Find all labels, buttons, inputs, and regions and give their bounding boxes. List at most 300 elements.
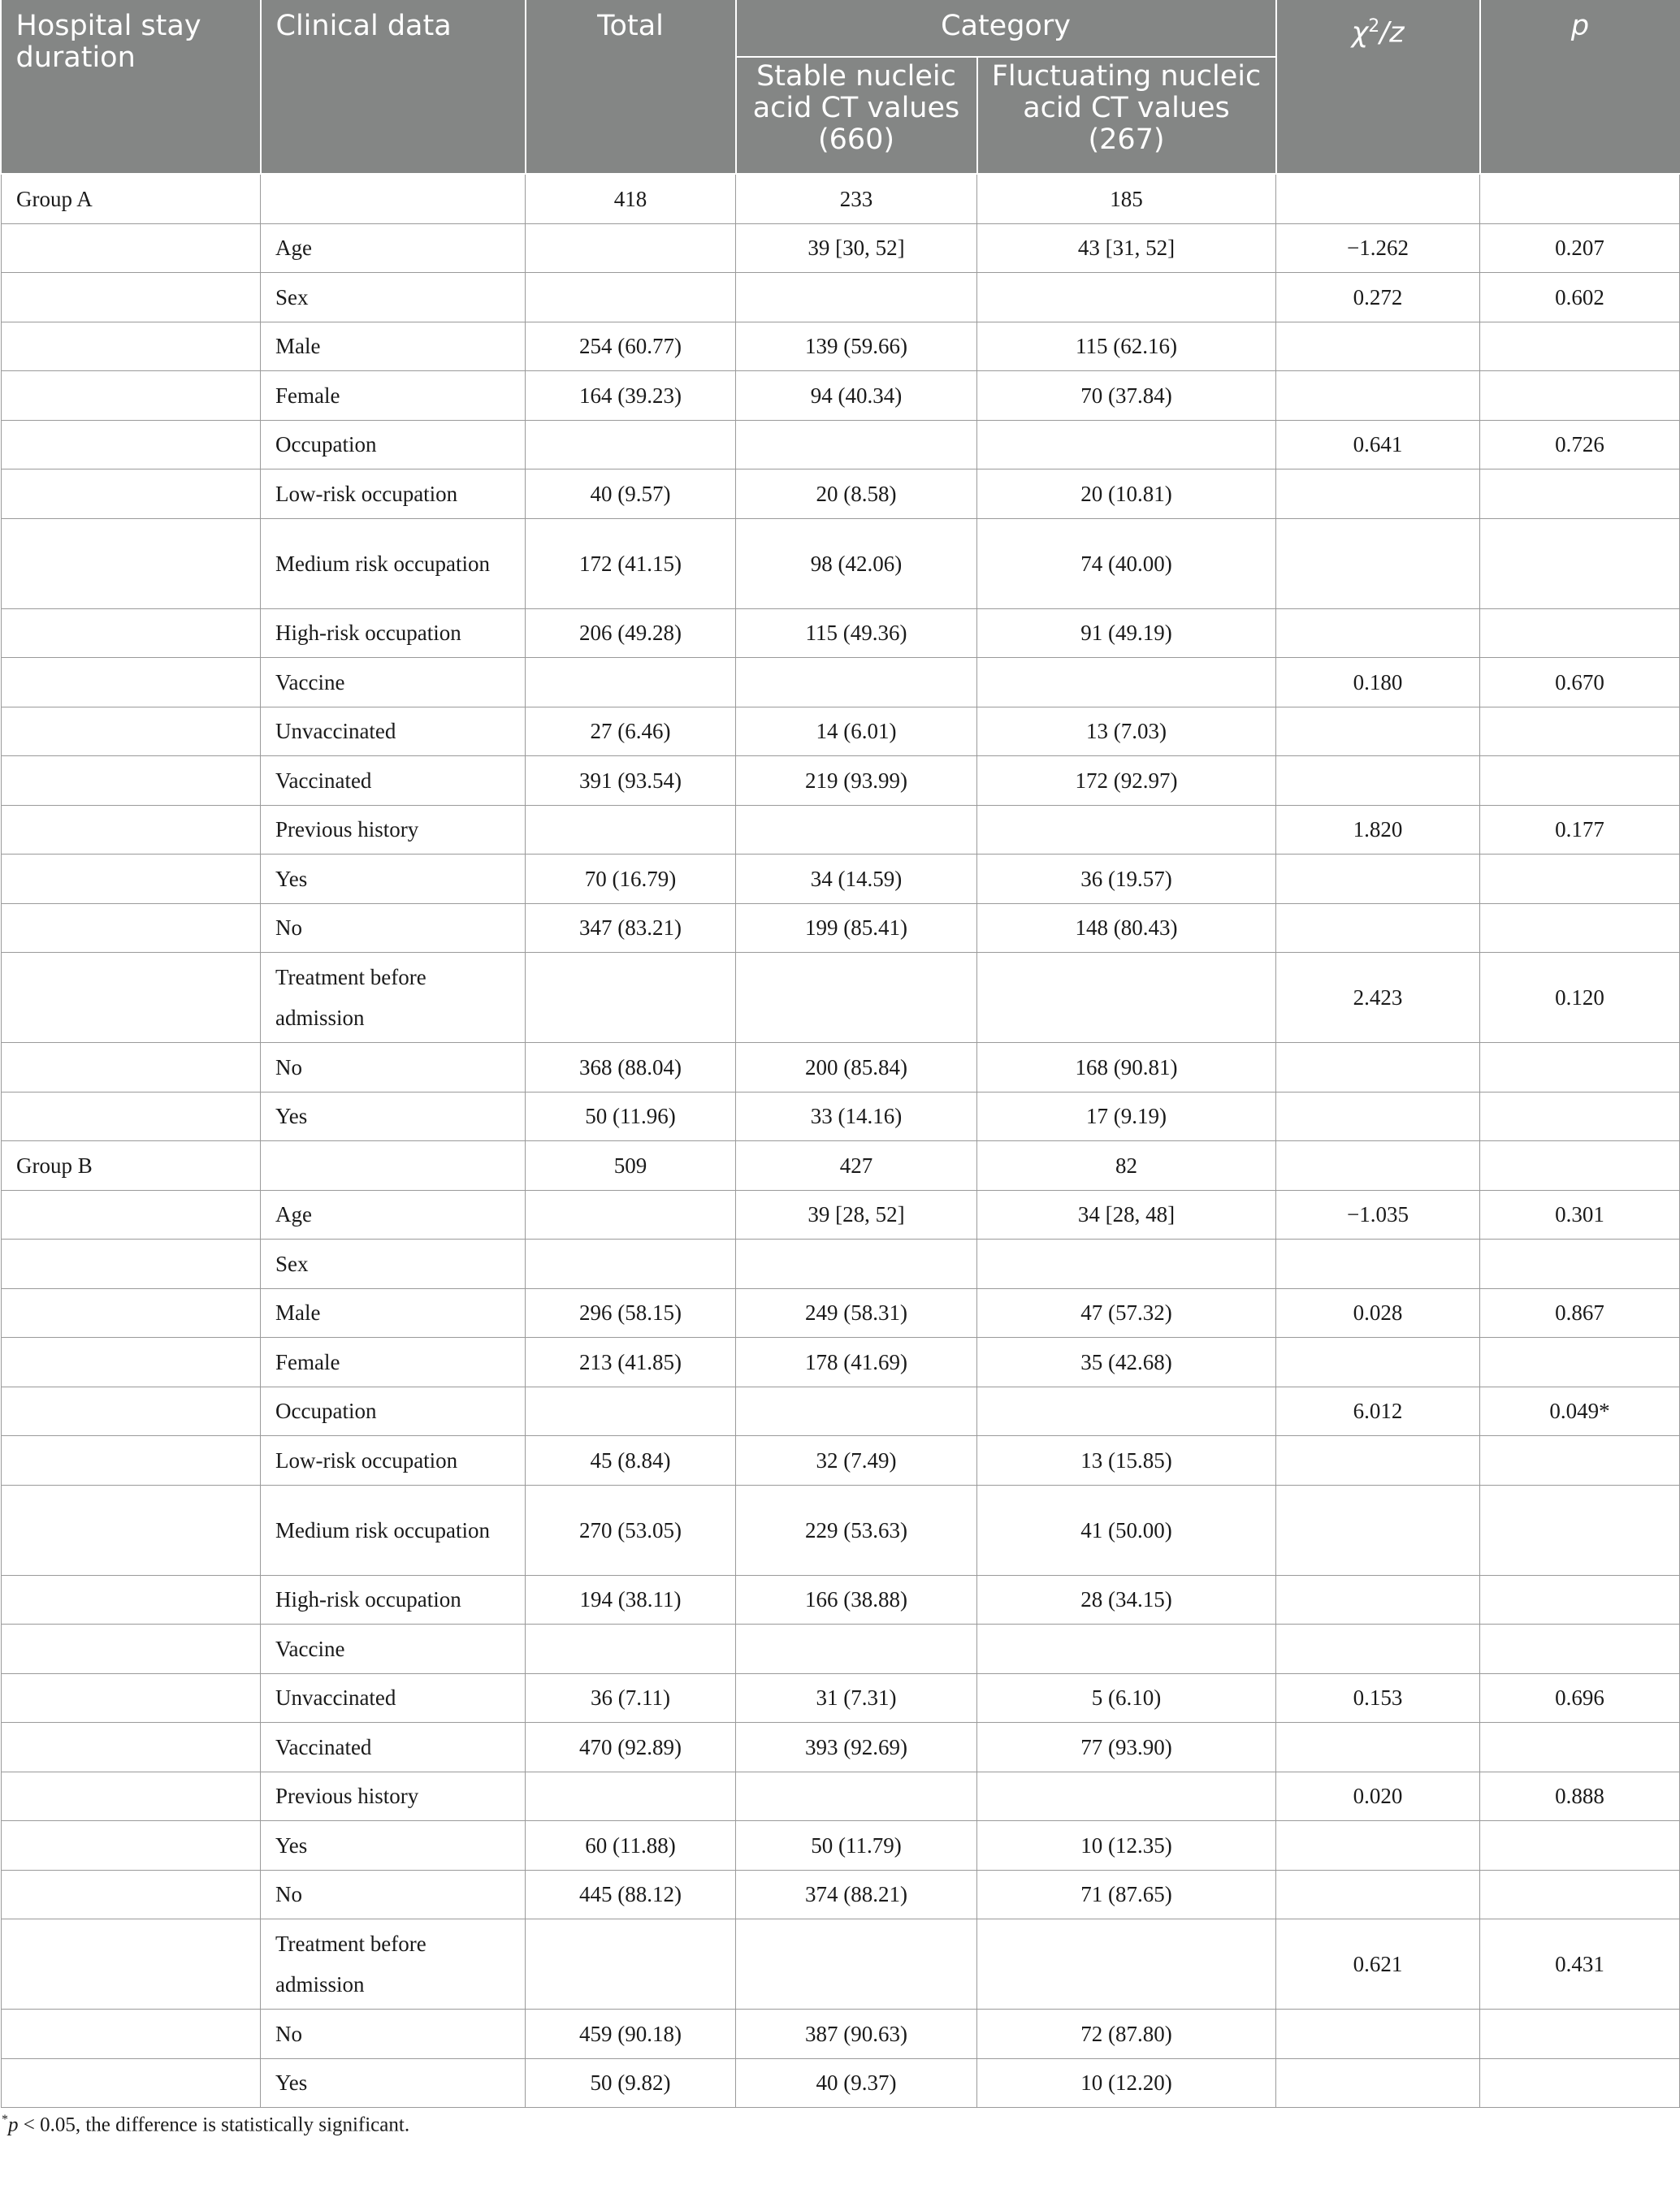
clinical-data-cell: Yes bbox=[261, 855, 526, 904]
total-cell bbox=[526, 273, 736, 322]
stable-ct-cell: 20 (8.58) bbox=[736, 469, 977, 519]
total-cell: 40 (9.57) bbox=[526, 469, 736, 519]
header-z-symbol: /z bbox=[1379, 16, 1405, 50]
stable-ct-cell bbox=[736, 420, 977, 469]
footnote bbox=[2, 2113, 1680, 2136]
clinical-data-table bbox=[1, 0, 1680, 2108]
header-total: Total bbox=[526, 0, 736, 174]
p-value-cell bbox=[1480, 1338, 1680, 1387]
stable-ct-cell: 374 (88.21) bbox=[736, 1870, 977, 1919]
group-cell bbox=[2, 1772, 261, 1821]
stable-ct-cell: 393 (92.69) bbox=[736, 1723, 977, 1772]
total-cell: 164 (39.23) bbox=[526, 371, 736, 421]
stable-ct-cell: 32 (7.49) bbox=[736, 1436, 977, 1486]
header-p-label: p bbox=[1570, 10, 1590, 42]
p-value-cell: 0.301 bbox=[1480, 1190, 1680, 1240]
clinical-data-cell: Treatment before admission bbox=[261, 953, 526, 1043]
statistic-cell: 6.012 bbox=[1276, 1387, 1480, 1436]
fluctuating-ct-cell bbox=[977, 1387, 1276, 1436]
clinical-data-cell: Previous history bbox=[261, 805, 526, 855]
p-value-cell bbox=[1480, 469, 1680, 519]
stable-ct-cell: 166 (38.88) bbox=[736, 1575, 977, 1625]
statistic-cell bbox=[1276, 1436, 1480, 1486]
fluctuating-ct-cell: 28 (34.15) bbox=[977, 1575, 1276, 1625]
p-value-cell bbox=[1480, 322, 1680, 371]
total-cell: 418 bbox=[526, 174, 736, 223]
stable-ct-cell: 94 (40.34) bbox=[736, 371, 977, 421]
table-row bbox=[2, 903, 1680, 953]
clinical-data-cell: Vaccine bbox=[261, 1625, 526, 1674]
p-value-cell bbox=[1480, 1485, 1680, 1575]
fluctuating-ct-cell: 10 (12.35) bbox=[977, 1821, 1276, 1871]
statistic-cell bbox=[1276, 2058, 1480, 2108]
clinical-data-cell: Medium risk occupation bbox=[261, 1485, 526, 1575]
total-cell bbox=[526, 223, 736, 273]
clinical-data-cell: Male bbox=[261, 322, 526, 371]
clinical-data-cell: Age bbox=[261, 223, 526, 273]
p-value-cell bbox=[1480, 756, 1680, 806]
fluctuating-ct-cell: 172 (92.97) bbox=[977, 756, 1276, 806]
clinical-data-cell: Yes bbox=[261, 1821, 526, 1871]
group-cell bbox=[2, 953, 261, 1043]
clinical-data-cell: High-risk occupation bbox=[261, 608, 526, 658]
statistic-cell bbox=[1276, 1338, 1480, 1387]
table-row bbox=[2, 273, 1680, 322]
group-cell bbox=[2, 1240, 261, 1289]
total-cell: 347 (83.21) bbox=[526, 903, 736, 953]
fluctuating-ct-cell bbox=[977, 953, 1276, 1043]
fluctuating-ct-cell: 5 (6.10) bbox=[977, 1673, 1276, 1723]
clinical-data-cell: Age bbox=[261, 1190, 526, 1240]
total-cell bbox=[526, 1625, 736, 1674]
table-body bbox=[2, 174, 1680, 2108]
p-value-cell bbox=[1480, 1625, 1680, 1674]
statistic-cell: 2.423 bbox=[1276, 953, 1480, 1043]
fluctuating-ct-cell: 82 bbox=[977, 1141, 1276, 1191]
header-chi-symbol: χ bbox=[1351, 16, 1369, 50]
footnote-text: < 0.05, the difference is statistically significant. bbox=[18, 2114, 410, 2136]
fluctuating-ct-cell: 35 (42.68) bbox=[977, 1338, 1276, 1387]
fluctuating-ct-cell bbox=[977, 420, 1276, 469]
total-cell bbox=[526, 1919, 736, 2010]
statistic-cell bbox=[1276, 1625, 1480, 1674]
stable-ct-cell: 50 (11.79) bbox=[736, 1821, 977, 1871]
clinical-data-cell: Vaccine bbox=[261, 658, 526, 707]
p-value-cell bbox=[1480, 518, 1680, 608]
stable-ct-cell bbox=[736, 1772, 977, 1821]
table-row bbox=[2, 420, 1680, 469]
group-cell bbox=[2, 322, 261, 371]
clinical-data-cell: Yes bbox=[261, 1092, 526, 1141]
statistic-cell bbox=[1276, 855, 1480, 904]
table-row bbox=[2, 1387, 1680, 1436]
fluctuating-ct-cell bbox=[977, 658, 1276, 707]
table-row bbox=[2, 1092, 1680, 1141]
p-value-cell bbox=[1480, 707, 1680, 756]
table-row bbox=[2, 1485, 1680, 1575]
group-cell bbox=[2, 223, 261, 273]
total-cell: 445 (88.12) bbox=[526, 1870, 736, 1919]
statistic-cell: 1.820 bbox=[1276, 805, 1480, 855]
clinical-data-cell: Medium risk occupation bbox=[261, 518, 526, 608]
stable-ct-cell bbox=[736, 1240, 977, 1289]
total-cell: 509 bbox=[526, 1141, 736, 1191]
stable-ct-cell: 178 (41.69) bbox=[736, 1338, 977, 1387]
p-value-cell: 0.696 bbox=[1480, 1673, 1680, 1723]
table-row bbox=[2, 805, 1680, 855]
group-cell bbox=[2, 903, 261, 953]
fluctuating-ct-cell: 72 (87.80) bbox=[977, 2010, 1276, 2059]
stable-ct-cell: 34 (14.59) bbox=[736, 855, 977, 904]
p-value-cell bbox=[1480, 2010, 1680, 2059]
fluctuating-ct-cell: 74 (40.00) bbox=[977, 518, 1276, 608]
statistic-cell bbox=[1276, 2010, 1480, 2059]
group-cell bbox=[2, 1288, 261, 1338]
header-category: Category bbox=[736, 0, 1276, 57]
clinical-data-cell bbox=[261, 1141, 526, 1191]
stable-ct-cell: 39 [28, 52] bbox=[736, 1190, 977, 1240]
stable-ct-cell: 229 (53.63) bbox=[736, 1485, 977, 1575]
total-cell: 172 (41.15) bbox=[526, 518, 736, 608]
group-cell bbox=[2, 1723, 261, 1772]
fluctuating-ct-cell bbox=[977, 1772, 1276, 1821]
table-row bbox=[2, 322, 1680, 371]
stable-ct-cell: 427 bbox=[736, 1141, 977, 1191]
group-cell bbox=[2, 1190, 261, 1240]
header-chi-superscript: 2 bbox=[1368, 16, 1380, 37]
clinical-data-cell: Female bbox=[261, 371, 526, 421]
group-cell bbox=[2, 1919, 261, 2010]
stable-ct-cell: 233 bbox=[736, 174, 977, 223]
p-value-cell bbox=[1480, 1575, 1680, 1625]
fluctuating-ct-cell: 41 (50.00) bbox=[977, 1485, 1276, 1575]
total-cell bbox=[526, 1190, 736, 1240]
p-value-cell: 0.888 bbox=[1480, 1772, 1680, 1821]
fluctuating-ct-cell: 13 (7.03) bbox=[977, 707, 1276, 756]
stable-ct-cell: 219 (93.99) bbox=[736, 756, 977, 806]
fluctuating-ct-cell: 77 (93.90) bbox=[977, 1723, 1276, 1772]
p-value-cell bbox=[1480, 1821, 1680, 1871]
statistic-cell: −1.035 bbox=[1276, 1190, 1480, 1240]
p-value-cell bbox=[1480, 1723, 1680, 1772]
statistic-cell bbox=[1276, 1575, 1480, 1625]
group-cell bbox=[2, 1821, 261, 1871]
clinical-data-cell: No bbox=[261, 903, 526, 953]
clinical-data-cell: Low-risk occupation bbox=[261, 1436, 526, 1486]
total-cell: 60 (11.88) bbox=[526, 1821, 736, 1871]
total-cell: 70 (16.79) bbox=[526, 855, 736, 904]
fluctuating-ct-cell: 91 (49.19) bbox=[977, 608, 1276, 658]
p-value-cell bbox=[1480, 1436, 1680, 1486]
table-row bbox=[2, 658, 1680, 707]
stable-ct-cell: 40 (9.37) bbox=[736, 2058, 977, 2108]
fluctuating-ct-cell: 36 (19.57) bbox=[977, 855, 1276, 904]
stable-ct-cell: 14 (6.01) bbox=[736, 707, 977, 756]
statistic-cell bbox=[1276, 1092, 1480, 1141]
stable-ct-cell: 33 (14.16) bbox=[736, 1092, 977, 1141]
fluctuating-ct-cell: 185 bbox=[977, 174, 1276, 223]
stable-ct-cell bbox=[736, 805, 977, 855]
stable-ct-cell bbox=[736, 953, 977, 1043]
total-cell bbox=[526, 1240, 736, 1289]
table-row bbox=[2, 608, 1680, 658]
statistic-cell: 0.621 bbox=[1276, 1919, 1480, 2010]
statistic-cell bbox=[1276, 608, 1480, 658]
fluctuating-ct-cell: 70 (37.84) bbox=[977, 371, 1276, 421]
total-cell: 194 (38.11) bbox=[526, 1575, 736, 1625]
group-cell bbox=[2, 1092, 261, 1141]
p-value-cell bbox=[1480, 1240, 1680, 1289]
fluctuating-ct-cell bbox=[977, 805, 1276, 855]
group-cell bbox=[2, 1673, 261, 1723]
table-row bbox=[2, 2058, 1680, 2108]
statistic-cell: 0.272 bbox=[1276, 273, 1480, 322]
p-value-cell bbox=[1480, 1870, 1680, 1919]
table-row bbox=[2, 1190, 1680, 1240]
clinical-data-cell bbox=[261, 174, 526, 223]
total-cell bbox=[526, 658, 736, 707]
total-cell: 254 (60.77) bbox=[526, 322, 736, 371]
table-row bbox=[2, 855, 1680, 904]
total-cell: 470 (92.89) bbox=[526, 1723, 736, 1772]
total-cell: 50 (11.96) bbox=[526, 1092, 736, 1141]
total-cell: 213 (41.85) bbox=[526, 1338, 736, 1387]
clinical-data-cell: Sex bbox=[261, 1240, 526, 1289]
table-row bbox=[2, 174, 1680, 223]
statistic-cell: 0.028 bbox=[1276, 1288, 1480, 1338]
clinical-data-cell: Occupation bbox=[261, 420, 526, 469]
group-cell bbox=[2, 1043, 261, 1092]
total-cell: 36 (7.11) bbox=[526, 1673, 736, 1723]
fluctuating-ct-cell bbox=[977, 1240, 1276, 1289]
footnote-star: * bbox=[2, 2113, 8, 2127]
table-row bbox=[2, 1240, 1680, 1289]
clinical-data-cell: Occupation bbox=[261, 1387, 526, 1436]
footnote-p: p bbox=[8, 2114, 19, 2136]
fluctuating-ct-cell: 43 [31, 52] bbox=[977, 223, 1276, 273]
p-value-cell: 0.602 bbox=[1480, 273, 1680, 322]
clinical-data-cell: Low-risk occupation bbox=[261, 469, 526, 519]
stable-ct-cell: 139 (59.66) bbox=[736, 322, 977, 371]
group-cell bbox=[2, 1870, 261, 1919]
group-cell bbox=[2, 1575, 261, 1625]
group-cell bbox=[2, 855, 261, 904]
total-cell: 27 (6.46) bbox=[526, 707, 736, 756]
stable-ct-cell: 387 (90.63) bbox=[736, 2010, 977, 2059]
statistic-cell bbox=[1276, 707, 1480, 756]
group-cell bbox=[2, 371, 261, 421]
group-cell bbox=[2, 469, 261, 519]
p-value-cell bbox=[1480, 371, 1680, 421]
statistic-cell bbox=[1276, 756, 1480, 806]
stable-ct-cell bbox=[736, 658, 977, 707]
table-row bbox=[2, 1288, 1680, 1338]
statistic-cell: 0.153 bbox=[1276, 1673, 1480, 1723]
p-value-cell bbox=[1480, 2058, 1680, 2108]
header-hospital-stay-duration: Hospital stay duration bbox=[2, 0, 261, 174]
statistic-cell bbox=[1276, 518, 1480, 608]
p-value-cell bbox=[1480, 855, 1680, 904]
table-row bbox=[2, 518, 1680, 608]
total-cell: 391 (93.54) bbox=[526, 756, 736, 806]
fluctuating-ct-cell: 13 (15.85) bbox=[977, 1436, 1276, 1486]
stable-ct-cell: 115 (49.36) bbox=[736, 608, 977, 658]
group-cell bbox=[2, 2010, 261, 2059]
group-cell bbox=[2, 273, 261, 322]
p-value-cell: 0.049* bbox=[1480, 1387, 1680, 1436]
stable-ct-cell: 31 (7.31) bbox=[736, 1673, 977, 1723]
statistic-cell: 0.020 bbox=[1276, 1772, 1480, 1821]
group-cell bbox=[2, 1436, 261, 1486]
clinical-data-cell: Yes bbox=[261, 2058, 526, 2108]
header-chi-square-z bbox=[1276, 0, 1480, 174]
table-row bbox=[2, 1673, 1680, 1723]
clinical-data-cell: Previous history bbox=[261, 1772, 526, 1821]
statistic-cell bbox=[1276, 1870, 1480, 1919]
group-cell bbox=[2, 805, 261, 855]
statistic-cell bbox=[1276, 174, 1480, 223]
statistic-cell bbox=[1276, 1043, 1480, 1092]
statistic-cell bbox=[1276, 322, 1480, 371]
clinical-data-cell: Unvaccinated bbox=[261, 1673, 526, 1723]
table-row bbox=[2, 223, 1680, 273]
table-row bbox=[2, 1625, 1680, 1674]
clinical-data-cell: Female bbox=[261, 1338, 526, 1387]
total-cell bbox=[526, 953, 736, 1043]
clinical-data-cell: No bbox=[261, 1043, 526, 1092]
p-value-cell: 0.120 bbox=[1480, 953, 1680, 1043]
p-value-cell: 0.867 bbox=[1480, 1288, 1680, 1338]
clinical-data-cell: Sex bbox=[261, 273, 526, 322]
group-cell bbox=[2, 658, 261, 707]
stable-ct-cell: 249 (58.31) bbox=[736, 1288, 977, 1338]
table-header bbox=[2, 0, 1680, 174]
group-cell bbox=[2, 518, 261, 608]
table-row bbox=[2, 371, 1680, 421]
stable-ct-cell bbox=[736, 273, 977, 322]
p-value-cell bbox=[1480, 608, 1680, 658]
group-cell: Group A bbox=[2, 174, 261, 223]
table-row bbox=[2, 2010, 1680, 2059]
total-cell: 45 (8.84) bbox=[526, 1436, 736, 1486]
statistic-cell bbox=[1276, 1240, 1480, 1289]
total-cell bbox=[526, 1772, 736, 1821]
group-cell: Group B bbox=[2, 1141, 261, 1191]
group-cell bbox=[2, 1338, 261, 1387]
statistic-cell bbox=[1276, 469, 1480, 519]
fluctuating-ct-cell: 20 (10.81) bbox=[977, 469, 1276, 519]
table-row bbox=[2, 1821, 1680, 1871]
fluctuating-ct-cell: 10 (12.20) bbox=[977, 2058, 1276, 2108]
clinical-data-cell: No bbox=[261, 2010, 526, 2059]
header-p-value bbox=[1480, 0, 1680, 174]
p-value-cell: 0.177 bbox=[1480, 805, 1680, 855]
p-value-cell bbox=[1480, 1092, 1680, 1141]
group-cell bbox=[2, 756, 261, 806]
fluctuating-ct-cell: 115 (62.16) bbox=[977, 322, 1276, 371]
p-value-cell bbox=[1480, 1141, 1680, 1191]
statistic-cell bbox=[1276, 371, 1480, 421]
clinical-data-cell: Male bbox=[261, 1288, 526, 1338]
table-row bbox=[2, 1436, 1680, 1486]
p-value-cell: 0.431 bbox=[1480, 1919, 1680, 2010]
group-cell bbox=[2, 608, 261, 658]
total-cell bbox=[526, 805, 736, 855]
total-cell: 459 (90.18) bbox=[526, 2010, 736, 2059]
clinical-data-cell: Vaccinated bbox=[261, 1723, 526, 1772]
p-value-cell: 0.726 bbox=[1480, 420, 1680, 469]
statistic-cell bbox=[1276, 1821, 1480, 1871]
total-cell: 270 (53.05) bbox=[526, 1485, 736, 1575]
statistic-cell bbox=[1276, 1723, 1480, 1772]
stable-ct-cell: 39 [30, 52] bbox=[736, 223, 977, 273]
clinical-data-cell: Vaccinated bbox=[261, 756, 526, 806]
stable-ct-cell bbox=[736, 1625, 977, 1674]
fluctuating-ct-cell: 71 (87.65) bbox=[977, 1870, 1276, 1919]
table-row bbox=[2, 953, 1680, 1043]
fluctuating-ct-cell: 148 (80.43) bbox=[977, 903, 1276, 953]
fluctuating-ct-cell: 34 [28, 48] bbox=[977, 1190, 1276, 1240]
statistic-cell bbox=[1276, 1141, 1480, 1191]
table-row bbox=[2, 1338, 1680, 1387]
table-row bbox=[2, 756, 1680, 806]
stable-ct-cell: 98 (42.06) bbox=[736, 518, 977, 608]
total-cell bbox=[526, 1387, 736, 1436]
fluctuating-ct-cell bbox=[977, 1919, 1276, 2010]
group-cell bbox=[2, 420, 261, 469]
total-cell: 296 (58.15) bbox=[526, 1288, 736, 1338]
table-row bbox=[2, 1141, 1680, 1191]
fluctuating-ct-cell: 47 (57.32) bbox=[977, 1288, 1276, 1338]
total-cell: 206 (49.28) bbox=[526, 608, 736, 658]
fluctuating-ct-cell: 17 (9.19) bbox=[977, 1092, 1276, 1141]
table-row bbox=[2, 1772, 1680, 1821]
table-row bbox=[2, 1043, 1680, 1092]
statistic-cell bbox=[1276, 903, 1480, 953]
group-cell bbox=[2, 1387, 261, 1436]
table-row bbox=[2, 1919, 1680, 2010]
table-row bbox=[2, 707, 1680, 756]
clinical-data-cell: Unvaccinated bbox=[261, 707, 526, 756]
statistic-cell: 0.180 bbox=[1276, 658, 1480, 707]
table-row bbox=[2, 1870, 1680, 1919]
header-fluctuating-ct: Fluctuating nucleic acid CT values (267) bbox=[977, 57, 1276, 174]
stable-ct-cell: 199 (85.41) bbox=[736, 903, 977, 953]
fluctuating-ct-cell: 168 (90.81) bbox=[977, 1043, 1276, 1092]
group-cell bbox=[2, 707, 261, 756]
stable-ct-cell bbox=[736, 1919, 977, 2010]
fluctuating-ct-cell bbox=[977, 273, 1276, 322]
clinical-data-cell: No bbox=[261, 1870, 526, 1919]
total-cell: 50 (9.82) bbox=[526, 2058, 736, 2108]
stable-ct-cell bbox=[736, 1387, 977, 1436]
header-stable-ct: Stable nucleic acid CT values (660) bbox=[736, 57, 977, 174]
statistic-cell: 0.641 bbox=[1276, 420, 1480, 469]
group-cell bbox=[2, 1485, 261, 1575]
header-clinical-data: Clinical data bbox=[261, 0, 526, 174]
statistic-cell bbox=[1276, 1485, 1480, 1575]
group-cell bbox=[2, 2058, 261, 2108]
table-row bbox=[2, 1723, 1680, 1772]
p-value-cell: 0.207 bbox=[1480, 223, 1680, 273]
p-value-cell bbox=[1480, 1043, 1680, 1092]
total-cell bbox=[526, 420, 736, 469]
table-row bbox=[2, 469, 1680, 519]
clinical-data-cell: High-risk occupation bbox=[261, 1575, 526, 1625]
fluctuating-ct-cell bbox=[977, 1625, 1276, 1674]
p-value-cell: 0.670 bbox=[1480, 658, 1680, 707]
table-row bbox=[2, 1575, 1680, 1625]
